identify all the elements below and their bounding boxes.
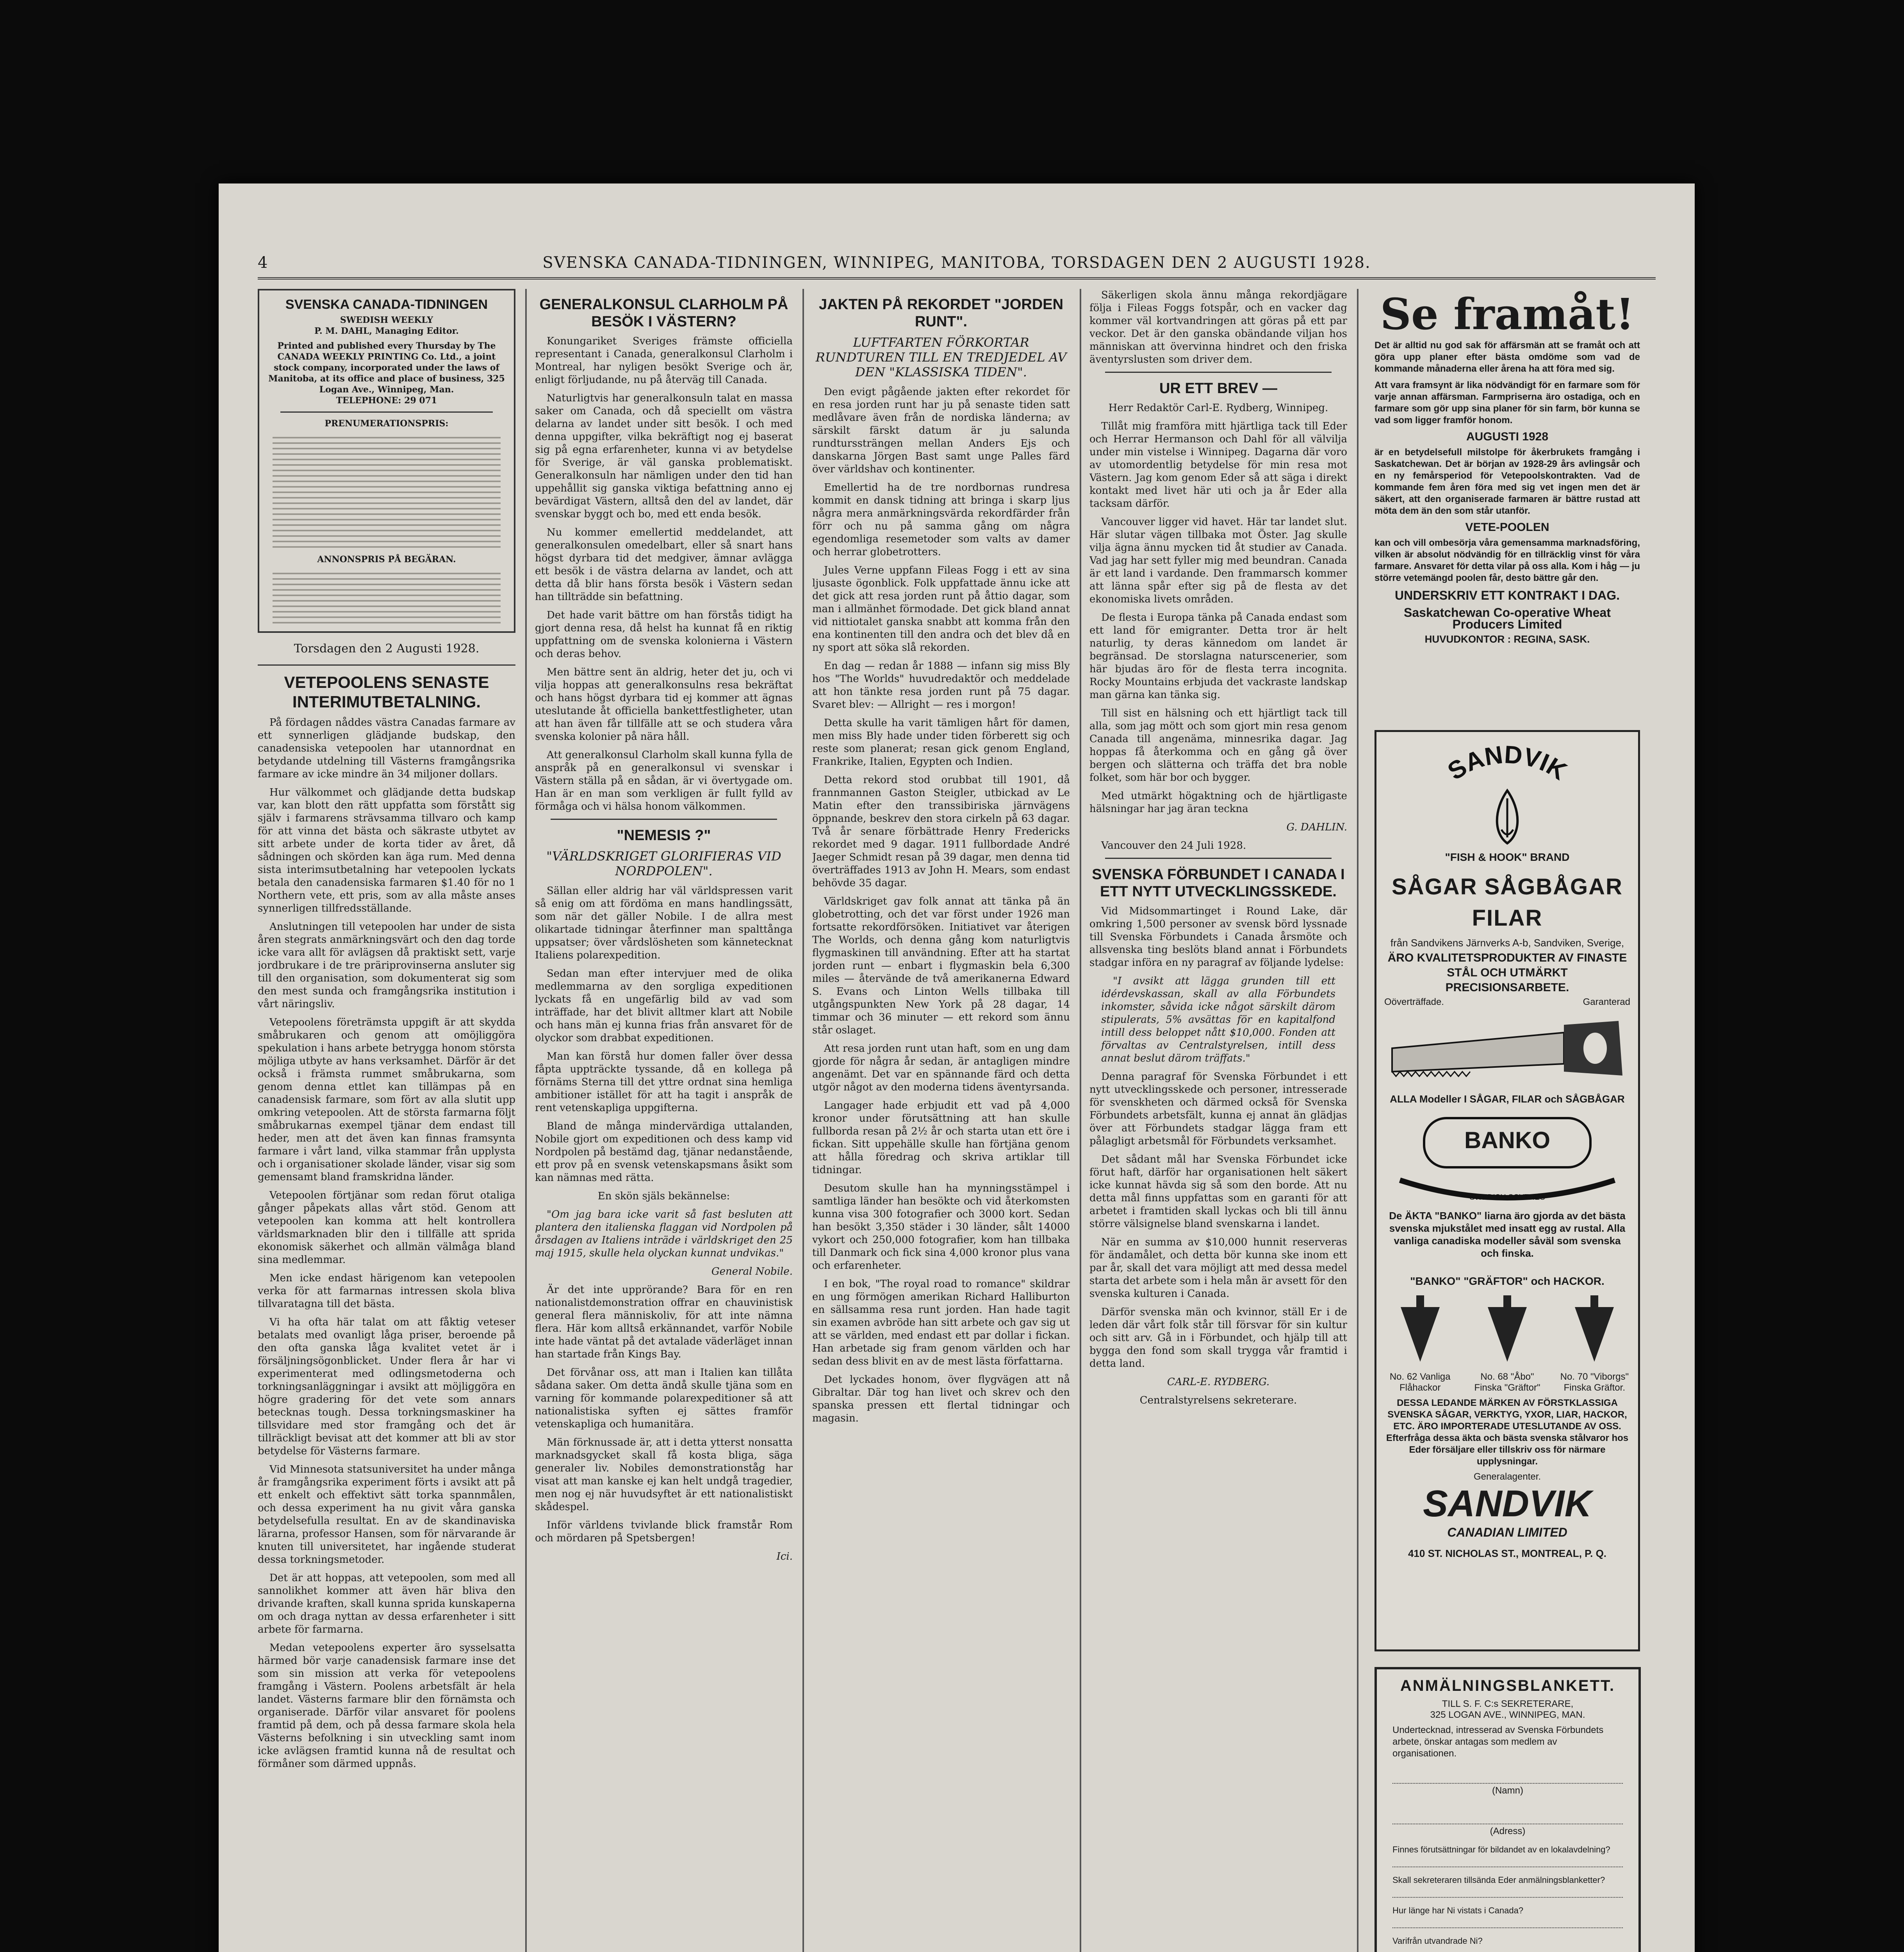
- banko-description: De ÄKTA "BANKO" liarna äro gjorda av det bästa svenska mjukstålet med insatt egg av rustal. Alla vanliga canadiska modeller såväl som svenska och finska.: [1389, 1210, 1626, 1259]
- article-paragraph: Men bättre sent än aldrig, heter det ju, och vi vilja hoppas att generalkonsulns resa bekräftat och hans högst dyrbara tid ej kommer att ägnas uteslutande åt officiella bankettfestligheter, utan att han även får tillfälle att se och studera våra svenska kolonier på nära håll.: [535, 666, 793, 743]
- newspaper-page: [219, 183, 1695, 1952]
- advertising-rates-illegible: [273, 569, 501, 623]
- issue-date: Torsdagen den 2 Augusti 1928.: [294, 642, 480, 655]
- masthead-line: SVENSKA CANADA-TIDNINGEN, WINNIPEG, MANITOBA, TORSDAGEN DEN 2 AUGUSTI 1928.: [542, 254, 1371, 272]
- article-paragraph: Man kan förstå hur domen faller över dessa fåpta uppträckte tyssande, då en kollega på förnäms Sterna till det yttre ordnat sina hemliga ambitioner istället för att ha tagit i anspråk de rent vetenskapliga uppgifterna.: [535, 1051, 793, 1114]
- article-paragraph: Vid Minnesota statsuniversitet ha under många år framgångsrika experiment förts i avsikt att på ett enkelt och effektivt sätt torka spannmålen, och dessa experiment ha nu givit våra ganska betydelsefulla resultat. En av de skandinaviska lärarna, professor Hansen, som för närvarande är knuten till universitetet, har ingående studerat dessa torkningsmetoder.: [258, 1464, 515, 1566]
- form-title: ANMÄLNINGSBLANKETT.: [1400, 1677, 1615, 1694]
- membership-form: [1375, 1667, 1641, 1952]
- ad-headquarters: HUVUDKONTOR : REGINA, SASK.: [1424, 633, 1590, 645]
- ad-organization: Saskatchewan Co-operative Wheat Producers Limited: [1404, 606, 1611, 631]
- article-nemesis-title: "NEMESIS ?": [617, 827, 711, 844]
- advertising-heading: ANNONSPRIS PÅ BEGÄRAN.: [317, 554, 456, 565]
- quality-left: Oöverträffade.: [1384, 997, 1444, 1007]
- hoe-icon: [1559, 1291, 1629, 1370]
- question-origin: Varifrån utvandrade Ni?: [1392, 1936, 1483, 1946]
- quote-attribution: General Nobile.: [711, 1266, 793, 1277]
- article-paragraph: Anslutningen till vetepoolen har under de sista åren stegrats anmärkningsvärt och den dag torde icke vara allt för avlägsen då praktiskt sett, varje jordbrukare i de tre präriprovinserna ansluter sig till den organisation, som dokumenterat sig som den mest sunda och framgångsrika institution i vårt näringsliv.: [258, 921, 515, 1010]
- article-paragraph: Inför världens tvivlande blick framstår Rom och mördaren på Spetsbergen!: [535, 1519, 793, 1544]
- question-forms: Skall sekreteraren tillsända Eder anmälningsblanketter?: [1392, 1875, 1605, 1885]
- column-rule: [802, 289, 804, 1952]
- article-signature: Ici.: [776, 1551, 793, 1562]
- answer-field[interactable]: [1392, 1946, 1623, 1952]
- hoe-icon: [1472, 1291, 1542, 1370]
- page-number: 4: [258, 254, 269, 272]
- company-suffix: CANADIAN LIMITED: [1447, 1525, 1567, 1539]
- article-paragraph: Därför svenska män och kvinnor, ställ Er i de leden där vårt folk står till försvar för sin kultur och sitt arv. Gå in i Förbundet, och hjälp till att bygga den fond som skall trygga vår framtid i detta land.: [1089, 1306, 1347, 1370]
- letter-signature: G. DAHLIN.: [1286, 821, 1347, 833]
- form-intro: Undertecknad, intresserad av Svenska Förbundets arbete, önskar antagas som medlem av organisationen.: [1392, 1725, 1604, 1759]
- article-paragraph: Att resa jorden runt utan haft, som en ung dam gjorde för några år sedan, är antagligen mindre angenämt. Det var en spännande färd och detta utgör något av den moderna tidens äventyrsanda.: [812, 1043, 1070, 1093]
- tool-item: [1468, 1291, 1546, 1393]
- letter-recipient: Herr Redaktör Carl-E. Rydberg, Winnipeg.: [1108, 402, 1328, 414]
- letter-paragraph: De flesta i Europa tänka på Canada endast som ett land för emigranter. Detta tror är helt naturlig, ty deras kännedom om landet är begränsad. De storslagna naturscenerier, som här bjudas äro för de flesta terra incognita. Rocky Mountains erbjuda det vackraste landskap man gärna kan tänka sig.: [1089, 612, 1347, 701]
- saw-icon: [1376, 1009, 1638, 1091]
- article-quote: "Om jag bara icke varit så fast besluten att plantera den italienska flaggan vid Nordpolen på årsdagen av Italiens inträde i världskriget den 25 maj 1915, skulle hela olyckan kunnat undvikas.": [535, 1209, 793, 1259]
- article-paragraph: Det är att hoppas, att vetepoolen, som med all sannolikhet kommer att även här bliva den drivande kraften, skall kunna sprida kunskaperna om och draga nyttan av dessa erfarenheter i sitt arbete för farmarna.: [258, 1572, 515, 1635]
- article-paragraph: Detta skulle ha varit tämligen hårt för damen, men miss Bly hade under tiden förberett sig och reste som planerat; resan gick genom England, Frankrike, Italien, Egypten och Indien.: [812, 717, 1070, 768]
- tool-number: No. 68 "Åbo": [1480, 1371, 1534, 1382]
- article-paragraph: Det lyckades honom, över flygvägen att nå Gibraltar. Där tog han livet och skrev och den spanska pressen ett flertal tidningar och magasin.: [812, 1374, 1070, 1424]
- ad-pool-name: VETE-POOLEN: [1465, 521, 1549, 534]
- ad-paragraph: Det är alltid nu god sak för affärsmän att se framåt och att göra upp planer efter bästa omdöme som vad de kommande månaderna eller årena ha att föra med sig.: [1375, 340, 1640, 374]
- brand-tagline: "FISH & HOOK" BRAND: [1445, 851, 1570, 863]
- paper-editor: P. M. DAHL, Managing Editor.: [314, 326, 459, 336]
- paper-title: SVENSKA CANADA-TIDNINGEN: [285, 297, 488, 312]
- grafter-heading: "BANKO" "GRÄFTOR" och HACKOR.: [1410, 1275, 1604, 1287]
- paper-subtitle: SWEDISH WEEKLY: [340, 315, 433, 325]
- article-paragraph: Att generalkonsul Clarholm skall kunna fylla de anspråk på en generalkonsul vi svenskar i Västern ställa på en sådan, är vi övertygade om. Han är en man som verkligen är fullt fylld av förmåga och vi hälsa honom välkommen.: [535, 749, 793, 812]
- article-paragraph: Män förknussade är, att i detta ytterst nonsatta marknadsgycket skall få kosta bliga, säga generaler liv. Nobiles demonstrationståg har visat att man kanske ej kan helt undgå tragedier, men nog ej när huvudsyftet är ett nationalistiskt skådespel.: [535, 1437, 793, 1513]
- article-paragraph: Emellertid ha de tre nordbornas rundresa kommit en dansk tidning att bringa i skarp ljus några mera anmärkningsvärda rekordfärder från förr och nu på samma gång om några egendomliga resemetoder som valts av damer och herrar globetrotters.: [812, 482, 1070, 558]
- ad-paragraph: är en betydelsefull milstolpe för åkerbrukets framgång i Saskatchewan. Det är början av 1928-29 års avlingsår och en ny femårsperiod för Vetepoolskontrakten. Vad de kommande fem åren föra med sig vet ingen men det är säkert, att den organiserade farmaren är bättre rustad att möta dem än den som står utanför.: [1375, 447, 1640, 516]
- article-paragraph: Det hade varit bättre om han förstås tidigt ha gjort denna resa, då helst ha kunnat få en riktig uppfattning om de svenska kolonierna i Västern och deras behov.: [535, 609, 793, 660]
- article-forbundet-title: SVENSKA FÖRBUNDET I CANADA I ETT NYTT UTVECKLINGSSKEDE.: [1092, 866, 1345, 900]
- svg-text:SANDVIK: [1442, 740, 1572, 785]
- paper-publisher: Printed and published every Thursday by The CANADA WEEKLY PRINTING Co. Ltd., a joint stock company, incorporated under the laws of Manitoba, at its office and place of business, 325 Logan Ave., Winnipeg, Man.: [268, 341, 505, 395]
- article-paragraph: En skön själs bekännelse:: [597, 1190, 730, 1202]
- page-header: [258, 254, 1656, 280]
- agents-label: Generalagenter.: [1473, 1471, 1541, 1482]
- ad-paragraph: kan och vill ombesörja våra gemensamma marknadsföring, vilken är absolut nödvändig för en tillräcklig vinst för våra farmare. Ansvaret för detta vilar på oss alla. Kom i håg — ju större vetemängd poolen får, desto bättre går den.: [1375, 538, 1640, 583]
- subscription-table-illegible: [273, 433, 501, 550]
- letter-paragraph: Till sist en hälsning och ett hjärtligt tack till alla, som jag mött och som gjort min resa genom Canada till angenäma, minnesrika dagar. Jag hoppas få återkomma och en gång gå över bergen och slätterna och träffa det bra noble folket, som här bor och bygger.: [1089, 707, 1347, 784]
- article-paragraph: Vetepoolens företrämsta uppgift är att skydda småbrukaren och genom att omöjliggöra spekulation i hans arbete betrygga honom största möjliga utbyte av hans verksamhet. Därför är det också i främsta rummet småbrukarna, som genom denna ettlet kan tillämpas på en canadensisk farmare, som fört av alla slutit upp omkring vetepoolen. Att de största farmarna följt småbrukarnas exempel tjänar dem endast till heder, men att det även kan finnas framsynta farmare i vårt land, vilka stammar från upplysta och i organisationer skolade länder, visar sig som gemensamt bland framskridna länder.: [258, 1017, 515, 1183]
- tool-item: [1381, 1291, 1459, 1393]
- import-statement: DESSA LEDANDE MÄRKEN AV FÖRSTKLASSIGA SVENSKA SÅGAR, VERKTYG, YXOR, LIAR, HACKOR, ETC. ÄRO IMPORTERADE UTESLUTANDE AV OSS. Efterfråga dessa äkta och bästa svenska stålvaror hos Eder försäljare eller tillskriv oss för närmare upplysningar.: [1386, 1398, 1629, 1467]
- letter-paragraph: Med utmärkt högaktning och de hjärtligaste hälsningar har jag äran teckna: [1089, 790, 1347, 815]
- article-paragraph: Är det inte upprörande? Bara för en ren nationalistdemonstration offrar en chauvinistisk general flera människoliv, för att inte nämna flera. Här kom alltså erkännandet, varför Nobile inte hade väntat på det avtalade väderläget innan han startade från Kings Bay.: [535, 1284, 793, 1360]
- article-paragraph: Vi ha ofta här talat om att fåktig veteser betalats med ovanligt låga priser, beroende på den ofta ganska låga kvalitet vetet är i försäljningsögonblicket. Under flera år har vi experimenterat med odlingsmetoderna och torkningsanläggningar i avsikt att möjliggöra en högre gradering för det vete som annars betecknas tough. Dessa torkningsmaskiner ha tillsvidare med stor framgång och det är tillräckligt bevisat att det kommer att bli av stor betydelse för Västerns farmare.: [258, 1316, 515, 1457]
- form-address: 325 LOGAN AVE., WINNIPEG, MAN.: [1430, 1710, 1585, 1720]
- article-paragraph: När en summa av $10,000 hunnit reserveras för ändamålet, och detta bör kunna ske inom ett par år, skall det vara möjligt att med dessa medel starta det arbete som i hela mån är avsett för den svenska kulturen i Canada.: [1089, 1236, 1347, 1300]
- hoe-icon: [1385, 1291, 1455, 1370]
- letter-paragraph: Vancouver ligger vid havet. Här tar landet slut. Här slutar vägen tillbaka mot Öster. Jag skulle vilja ägna ännu mycken tid åt studier av Canada. Vad jag har sett fyller mig med beundran. Canada är ett land i vardande. Den frammarsch kommer att länna spår efter sig på de flesta av det ekonomiska livets områden.: [1089, 516, 1347, 605]
- banko-text: BANKO: [1464, 1127, 1550, 1153]
- masthead-box: [258, 289, 515, 633]
- address-label: (Adress): [1490, 1826, 1526, 1836]
- subscription-heading: PRENUMERATIONSPRIS:: [324, 419, 449, 429]
- tool-name: Finska Gräftor.: [1563, 1382, 1625, 1393]
- article-paragraph: Jules Verne uppfann Fileas Fogg i ett av sina ljusaste ögonblick. Folk uppfattade ännu icke att det gick att resa jorden runt på åttio dagar, som man i allmänhet förmodade. Det gick bland annat vid nittiotalet ganska snabbt att komma från den ena kontinenten till den andra och det blev då en ny sport att söka slå rekorden.: [812, 565, 1070, 654]
- tool-number: No. 62 Vanliga: [1389, 1371, 1451, 1382]
- banko-badge: [1423, 1117, 1592, 1168]
- ad-year: AUGUSTI 1928: [1466, 430, 1549, 443]
- column-rule: [1357, 289, 1358, 1952]
- company-name: SANDVIK: [1423, 1483, 1592, 1525]
- ad-headline: Se framåt!: [1380, 289, 1635, 339]
- tool-name: Finska "Gräftor": [1474, 1382, 1540, 1393]
- column-3: [812, 289, 1070, 1952]
- address-field[interactable]: [1392, 1804, 1623, 1824]
- article-paragraph: Detta rekord stod orubbat till 1901, då frannmannen Gaston Steigler, utbickad av Le Matin efter den transsibiriska järnvägens öppnande, beskrev den stora cirkeln på 63 dagar. Två år senare förbättrade Henry Fredericks rekordet med 9 dagar. 1911 fullbordade André Jaeger Schmidt resan på 39 dagar, men denna tid överträffades 1913 av John H. Mears, som endast behövde 35 dagar.: [812, 774, 1070, 889]
- article-paragraph: Denna paragraf för Svenska Förbundet i ett nytt utvecklingsskede och personer, intresserade för svenskheten och därmed också för Svenska Förbundets arbetsfält, kunna ej annat än glädjas över att Förbundets stadgar lägga fram ett pålagligt arbetsmål för Förbundets verksamhet.: [1089, 1071, 1347, 1147]
- wheat-pool-ad: [1375, 289, 1640, 718]
- quality-right: Garanterad: [1583, 997, 1630, 1007]
- article-nemesis-subtitle: "VÄRLDSKRIGET GLORIFIERAS VID NORDPOLEN".: [546, 849, 781, 878]
- tool-item: [1555, 1291, 1633, 1393]
- article-jorden-runt-title: JAKTEN PÅ REKORDET "JORDEN RUNT".: [818, 296, 1064, 330]
- paper-phone: TELEPHONE: 29 071: [336, 395, 437, 406]
- article-paragraph: En dag — redan år 1888 — infann sig miss Bly hos "The Worlds" huvudredaktör och meddelade att hon tänkte resa jorden runt på 75 dagar. Svaret blev: — Allright — res i morgon!: [812, 660, 1070, 711]
- form-recipient: TILL S. F. C:s SEKRETERARE,: [1442, 1699, 1574, 1709]
- company-address: 410 ST. NICHOLAS ST., MONTREAL, P. Q.: [1408, 1548, 1607, 1559]
- article-paragraph: Vid Midsommartinget i Round Lake, där omkring 1,500 personer av svensk börd lyssnade till Svenska Förbundets i Canada årsmöte och allsvenska ting beslöts bland annat i Förbundets stadgar införa en ny paragraf av följande lydelse:: [1089, 905, 1347, 969]
- letter-date: Vancouver den 24 Juli 1928.: [1101, 840, 1246, 851]
- article-paragraph: Men icke endast härigenom kan vetepoolen verka för att farmarnas intressen skola bliva tillvaratagna till det bästa.: [258, 1272, 515, 1310]
- product-headline: SÅGAR SÅGBÅGAR FILAR: [1392, 874, 1623, 931]
- tool-list: [1376, 1291, 1638, 1393]
- column-4: [1089, 289, 1347, 1952]
- answer-field[interactable]: [1392, 1885, 1623, 1898]
- article-paragraph: Säkerligen skola ännu många rekordjägare följa i Fileas Foggs fotspår, och en vacker dag kommer väl kortvandringen att göras på ett par veckor. Det är den ganska obändande viljan hos människan att övervinna hindret och den friska äventyrslusten som driver dem.: [1089, 289, 1347, 365]
- product-origin: från Sandvikens Järnverks A-b, Sandviken, Sverige,: [1390, 937, 1624, 949]
- product-quality: ÄRO KVALITETSPRODUKTER AV FINASTE STÅL OCH UTMÄRKT PRECISIONSARBETE.: [1387, 951, 1627, 994]
- ad-call-to-action: UNDERSKRIV ETT KONTRAKT I DAG.: [1395, 588, 1620, 602]
- article-clarholm-title: GENERALKONSUL CLARHOLM PÅ BESÖK I VÄSTERN?: [539, 296, 788, 330]
- article-paragraph: Hur välkommet och glädjande detta budskap var, kan blott den rätt uppfatta som förstått sig själv i farmarens strävsamma tillvaro och kamp för att vinna det bästa och säkraste utbytet av sitt arbete under de korta tider av året, då sådningen och skörden kan äga rum. Med denna sista interimsutbetalning har vetepoolen lyckats betala den canadensiska farmaren $1.40 för no 1 Northern vete, ett pris, som av alla måste anses synnerligen tillfredsställande.: [258, 787, 515, 914]
- article-jorden-runt-subtitle: LUFTFARTEN FÖRKORTAR RUNDTUREN TILL EN TREDJEDEL AV DEN "KLASSISKA TIDEN".: [815, 335, 1067, 379]
- sandvik-arc-text: SANDVIK: [1442, 740, 1572, 785]
- article-paragraph: Sedan man efter intervjuer med de olika medlemmarna av den sorgliga expeditionen lyckats få en ungefärlig bild av vad som inträffade, har det blivit alltmer klart att Nobile och hans män ej kunna frias från ansvaret för de olyckor som drabbat expeditionen.: [535, 968, 793, 1044]
- question-duration: Hur länge har Ni vistats i Canada?: [1392, 1906, 1524, 1915]
- article-paragraph: Den evigt pågående jakten efter rekordet för en resa jorden runt har ju på senaste tiden satt medlåvare även från de nordiska länderna; av särskilt färskt datum är ju salunda rundturssträngen mellan Anders Ejs och danskarna Jörgen Bast samt unge Palles färd över världshav och kontinenter.: [812, 386, 1070, 475]
- column-1: [258, 289, 515, 1952]
- sandvik-logo-icon: [1376, 732, 1638, 849]
- article-paragraph: Desutom skulle han ha mynningsstämpel i samtliga länder han besökte och vid återkomsten kunna visa 300 fotografier och 3000 kort. Sedan han besökt 3,350 städer i 30 länder, sålt 14000 vykort och 250,000 fotografier, kom han tillbaka till Danmark och fick sina 4,000 kronor plus vana och erfarenheter.: [812, 1183, 1070, 1272]
- question-local-branch: Finnes förutsättningar för bildandet av en lokalavdelning?: [1392, 1845, 1610, 1854]
- column-rule: [525, 289, 527, 1952]
- article-paragraph: Det förvånar oss, att man i Italien kan tillåta sådana saker. Om detta ändå skulle tjäna som en varning för kommande polarexpeditioner så att nationalistiska syften ej sättes framför vetenskapliga och humanitära.: [535, 1367, 793, 1430]
- article-paragraph: I en bok, "The royal road to romance" skildrar en ung förmögen amerikan Richard Halliburton en sällsamma resa runt jorden. Han hade tagit sin examen avbröde han sitt arbete och gav sig ut att se världen, med endast ett par dollar i fickan. Han arbetade sig fram genom världen och har sedan dess blivit en av de mest lästa författarna.: [812, 1278, 1070, 1367]
- article-signature-role: Centralstyrelsens sekreterare.: [1139, 1395, 1297, 1406]
- scythe-label: SWEDISH SCYTHES: [1469, 1193, 1545, 1202]
- sandvik-ad: [1375, 730, 1640, 1651]
- article-paragraph: Bland de många mindervärdiga uttalanden, Nobile gjort om expeditionen och dess kamp vid Nordpolen på bestämd dag, tjänar nedanstående, ett prov på en svensk vetenskapsmans åsikt som kan nämnas med rätta.: [535, 1120, 793, 1184]
- answer-field[interactable]: [1392, 1855, 1623, 1867]
- column-rule: [1080, 289, 1081, 1952]
- article-paragraph: Naturligtvis har generalkonsuln talat en massa saker om Canada, och då speciellt om västra delarna av landet under sitt besök. I och med denna uppgifter, vilka bekräftigt nog ej baserat sig på egna erfarenheter, kunna vi av betydelse för Sverige, är väl ganska problematiskt. Generalkonsuln har nämligen under den tid han uppehållit sig ganska viktiga befattning anno ej bevärdigat Västern, alltså den del av landet, där svenskar byggt och bo, med ett enda besök.: [535, 392, 793, 520]
- ad-paragraph: Att vara framsynt är lika nödvändigt för en farmare som för varje annan affärsman. Farmpriserna äro ostadiga, och en farmare som gör upp sina planer för sin farm, bör kunna se vad som ligger framför honom.: [1375, 380, 1640, 426]
- tool-number: No. 70 "Viborgs": [1560, 1371, 1629, 1382]
- article-vetepoolen-title: VETEPOOLENS SENASTE INTERIMUTBETALNING.: [284, 673, 489, 711]
- name-field[interactable]: [1392, 1763, 1623, 1784]
- answer-field[interactable]: [1392, 1916, 1623, 1928]
- article-paragraph: Medan vetepoolens experter äro sysselsatta härmed bör varje canadensisk farmare inse det som sin mission att verka för vetepoolens framgång i Västern. Poolens arbetsfält är hela landet. Västerns farmare blir den förnämsta och organiserade. Därför vilar ansvaret för poolens framtid på dem, och på dessa farmare skola hela Västerns befolkning i sin utveckling samt inom icke avlägsen framtid kunna nå de resultat och förmåner som därmed uppnås.: [258, 1642, 515, 1770]
- article-paragraph: Det sådant mål har Svenska Förbundet icke förut haft, därför har organisationen helt säkert icke kunnat hävda sig så som den borde. Att nu detta mål finns uppfattas som en garanti för att arbetet i framtiden skall lyckas och bli till ännu större välsignelse bland svenskarna i landet.: [1089, 1154, 1347, 1230]
- article-paragraph: Konungariket Sveriges främste officiella representant i Canada, generalkonsul Clarholm i Montreal, har nyligen besökt Sverige och är, enligt förljudande, nu på återväg till Canada.: [535, 335, 793, 386]
- tool-name: Flåhackor: [1399, 1382, 1441, 1393]
- article-quote: "I avsikt att lägga grunden till ett idérdevskassan, skall av alla Förbundets inkomster, såvida icke något särskilt därom stipulerats, 5% avsättas för en kapitalfond intill dess beloppet nått $10,000. Fonden att förvaltas av Centralstyrelsen, intill dess annat beslut därom träffats.": [1101, 975, 1335, 1064]
- article-paragraph: Sällan eller aldrig har väl världspressen varit så enig om att fördöma en mans handlingssätt, som när det gäller Nobile. I de allra mest olikartade tidningar återfinner man spalttånga uppsatser; över vårdslösheten som kännetecknat Italiens polarexpedition.: [535, 885, 793, 961]
- article-paragraph: På fördagen nåddes västra Canadas farmare av ett synnerligen glädjande budskap, den canadensiska vetepoolen har utannordnat en betydande utdelning till Västerns framgångsrika farmare av icke mindre än 34 miljoner dollars.: [258, 717, 515, 780]
- article-paragraph: Vetepoolen förtjänar som redan förut otaliga gånger påpekats allas vårt stöd. Genom att vetepoolen kan komma att helt kontrollera världsmarknaden blir den i tillfälle att sprida ekonomisk säkerhet och allmän välmåga bland sina medlemmar.: [258, 1190, 515, 1266]
- article-paragraph: Världskriget gav folk annat att tänka på än globetrotting, och det var först under 1926 man fortsatte rekordförsöken. Initiativet var återigen The Worlds, och denna gång kom naturligtvis flygmaskinen till användning. Efter att ha startat jorden runt — enbart i flygmaskin bela 6,300 miles — återvände de två amerikanerna Edward S. Evans och Linton Wells tillbaka till utgångspunkten New York på 28 dagar, 14 timmar och 36 minuter — ett rekord som ännu står oslaget.: [812, 896, 1070, 1036]
- scythe-icon: [1376, 1172, 1638, 1208]
- models-line: ALLA Modeller I SÅGAR, FILAR och SÅGBÅGAR: [1390, 1093, 1625, 1105]
- article-paragraph: Langager hade erbjudit ett vad på 4,000 kronor under förutsättning att han skulle fullborda resan på 2½ år och starta utan ett öre i fickan. Sitt uppehälle skulle han förtjäna genom att hålla föredrag och skriva artiklar till tidningar.: [812, 1100, 1070, 1176]
- letter-paragraph: Tillåt mig framföra mitt hjärtliga tack till Eder och Herrar Hermanson och Dahl för all välvilja under min vistelse i Winnipeg. Dagarna där voro av utomordentlig betydelse för min resa mot Västern. Jag kom genom Eder så att säga i direkt kontakt med livet här uti och ja år Eder alla tacksam därför.: [1089, 420, 1347, 509]
- article-signature: CARL-E. RYDBERG.: [1167, 1376, 1270, 1388]
- name-label: (Namn): [1492, 1785, 1523, 1796]
- article-paragraph: Nu kommer emellertid meddelandet, att generalkonsulen omedelbart, eller så snart hans högst dyrbara tid det medgiver, ämnar avlägga ett besök i de västra delarna av landet, och att detta då blir hans första besök i Västern sedan han tillträdde sin befattning.: [535, 527, 793, 603]
- letter-title: UR ETT BREV —: [1159, 380, 1277, 397]
- column-2: [535, 289, 793, 1952]
